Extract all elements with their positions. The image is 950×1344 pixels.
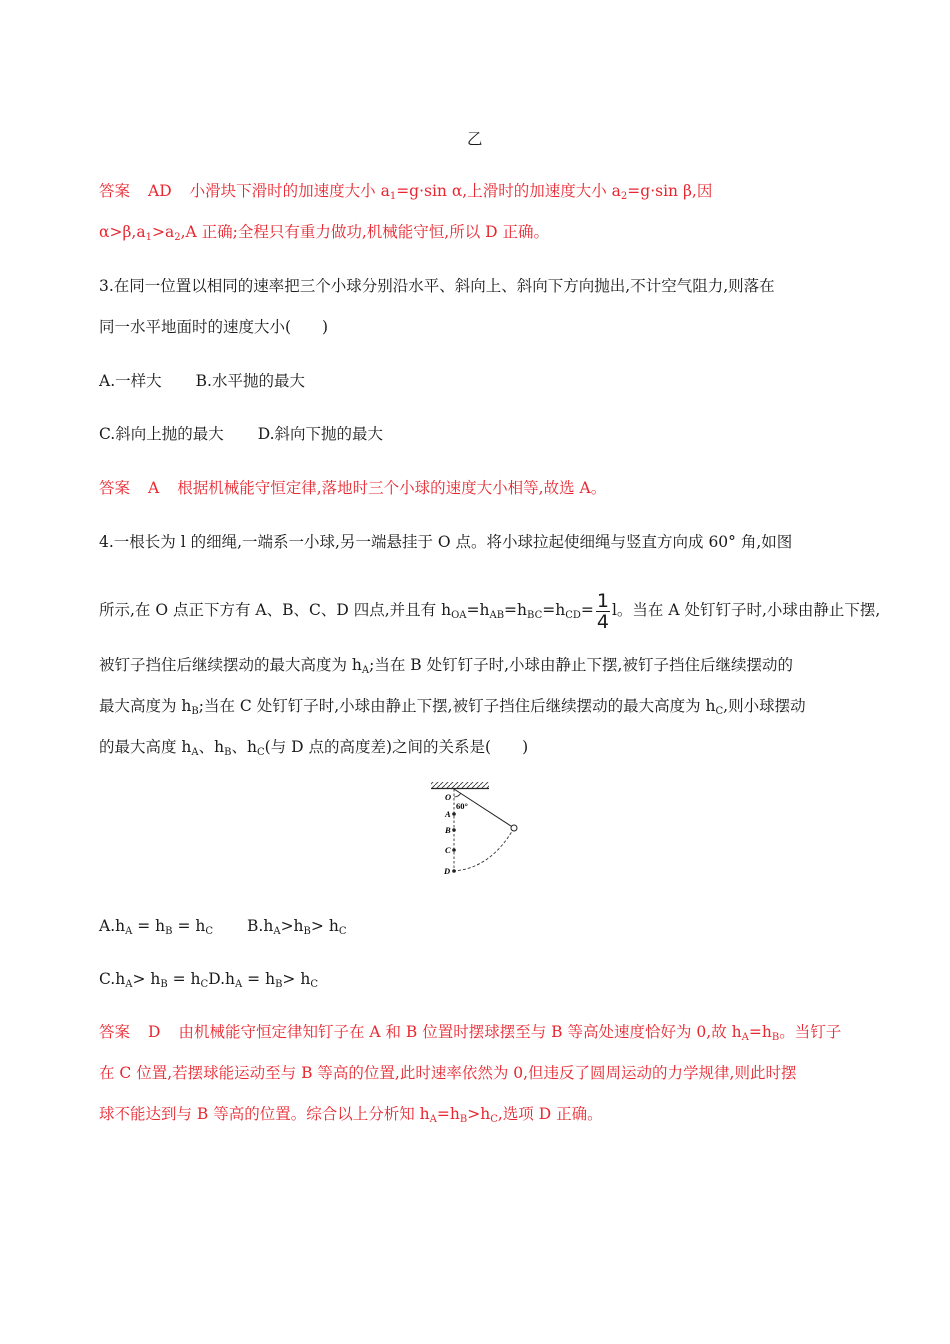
subscript: B (459, 1114, 468, 1125)
subscript: OA (451, 610, 467, 621)
subscript: C (256, 747, 265, 758)
answer4-text: =h (436, 1105, 460, 1123)
answer4-line3 (99, 1103, 603, 1125)
answer2-text: α>β,a (99, 223, 146, 241)
q4-text: ,则小球摆动 (723, 697, 806, 715)
q3-option-b: B.水平抛的最大 (195, 372, 305, 390)
q4-line2 (99, 590, 880, 632)
answer-label: 答案 (99, 479, 131, 497)
subscript: A (429, 1114, 437, 1125)
swing-arc (454, 828, 514, 871)
q4-text: 最大高度为 h (99, 697, 192, 715)
q4-text: ;当在 C 处钉钉子时,小球由静止下摆,被钉子挡住后继续摆动的最大高度为 h (198, 697, 716, 715)
q4-text: =h (504, 601, 528, 619)
q4-line3 (99, 654, 793, 676)
answer4-text: ,选项 D 正确。 (497, 1105, 603, 1123)
q3-line2: 同一水平地面时的速度大小( ) (99, 318, 329, 336)
q4-text: (与 D 点的高度差)之间的关系是( ) (264, 738, 529, 756)
pendulum-diagram (425, 780, 535, 880)
subscript: B (224, 747, 232, 758)
answer4-line1 (99, 1021, 841, 1043)
answer2-line1 (99, 180, 712, 202)
q4-line5 (99, 736, 528, 758)
answer4-text: 。当钉子 (779, 1023, 842, 1041)
label-c: C (445, 845, 451, 855)
q4-text: ;当在 B 处钉钉子时,小球由静止下摆,被钉子挡住后继续摆动的 (369, 656, 793, 674)
answer2-line2 (99, 221, 549, 243)
q4-line4 (99, 695, 806, 717)
answer4-line2: 在 C 位置,若摆球能运动至与 B 等高的位置,此时速率依然为 0,但违反了圆周运动的力学规律,则此时摆 (99, 1064, 797, 1082)
answer2-text: >a (151, 223, 175, 241)
q4-options-cd (99, 968, 318, 990)
answer-choice: AD (148, 182, 172, 200)
q4-text: 所示,在 O 点正下方有 A、B、C、D 四点,并且有 h (99, 601, 452, 619)
q4-text: l。当在 A 处钉钉子时,小球由静止下摆, (611, 601, 881, 619)
answer-label: 答案 (99, 1023, 131, 1041)
q4-options-ab (99, 915, 346, 937)
answer2-text: =g·sin β,因 (627, 182, 713, 200)
label-a: A (445, 809, 451, 819)
q4-text: =h (542, 601, 566, 619)
answer3-line (99, 477, 606, 499)
q4-text: = (580, 601, 594, 619)
answer2-text: =g·sin α,上滑时的加速度大小 a (396, 182, 621, 200)
subscript: A (191, 747, 199, 758)
fraction-numerator: 1 (596, 589, 609, 612)
figure-label: 乙 (467, 130, 483, 148)
q3-option-a: A.一样大 (99, 372, 162, 390)
fraction-denominator: 4 (596, 610, 609, 633)
q4-option-b: $B.h_A>h_B> h_C$ (247, 917, 347, 937)
q4-option-c: $C.h_A> h_B = h_C$ (99, 970, 209, 990)
answer2-text: 小滑块下滑时的加速度大小 a (189, 182, 390, 200)
subscript: 1 (389, 191, 397, 202)
answer4-text: >h (467, 1105, 491, 1123)
angle-label: 60° (456, 801, 468, 811)
ball (511, 825, 517, 831)
subscript: 1 (145, 232, 152, 243)
subscript: AB (489, 610, 505, 621)
answer3-text: 根据机械能守恒定律,落地时三个小球的速度大小相等,故选 A。 (177, 479, 607, 497)
q4-option-a: $A.h_A = h_B = h_C$ (99, 917, 214, 937)
point-b-dot (452, 828, 456, 832)
point-c-dot (452, 848, 456, 852)
fraction-one-quarter (596, 591, 610, 632)
subscript: C (490, 1114, 498, 1125)
answer4-text: 球不能达到与 B 等高的位置。综合以上分析知 h (99, 1105, 430, 1123)
answer-choice: A (148, 479, 160, 497)
label-d: D (444, 866, 451, 876)
q3-options-ab (99, 370, 305, 392)
answer4-text: =h (748, 1023, 772, 1041)
q4-text: 被钉子挡住后继续摆动的最大高度为 h (99, 656, 362, 674)
subscript: CD (565, 610, 581, 621)
point-d-dot (452, 869, 456, 873)
angle-arc (454, 793, 461, 797)
subscript: 2 (620, 191, 628, 202)
subscript: C (715, 706, 724, 717)
q4-option-d: $D.h_A = h_B> h_C$ (208, 970, 318, 990)
answer-choice: D (148, 1023, 161, 1041)
subscript: A (741, 1032, 749, 1043)
q4-text: 的最大高度 h (99, 738, 192, 756)
q4-line1: 4.一根长为 l 的细绳,一端系一小球,另一端悬挂于 O 点。将小球拉起使细绳与竖直方向成 60° 角,如图 (99, 533, 793, 551)
q4-text: =h (466, 601, 490, 619)
subscript: A (361, 665, 370, 676)
point-a-dot (452, 812, 456, 816)
q4-text: 、h (231, 738, 257, 756)
subscript: 2 (174, 232, 181, 243)
answer-label: 答案 (99, 182, 131, 200)
q4-text: 、h (198, 738, 225, 756)
subscript: BC (527, 610, 543, 621)
answer2-text: ,A 正确;全程只有重力做功,机械能守恒,所以 D 正确。 (180, 223, 549, 241)
subscript: B (191, 706, 199, 717)
label-o: O (445, 792, 452, 802)
ceiling-hatch (431, 782, 489, 788)
subscript: B (771, 1032, 780, 1043)
q3-line1: 3.在同一位置以相同的速率把三个小球分别沿水平、斜向上、斜向下方向抛出,不计空气阻力,则落在 (99, 277, 775, 295)
q3-options-cd (99, 423, 383, 445)
q3-option-d: D.斜向下抛的最大 (257, 425, 384, 443)
answer4-text: 由机械能守恒定律知钉子在 A 和 B 位置时摆球摆至与 B 等高处速度恰好为 0,故 h (178, 1023, 742, 1041)
q3-option-c: C.斜向上抛的最大 (99, 425, 224, 443)
label-b: B (445, 825, 451, 835)
